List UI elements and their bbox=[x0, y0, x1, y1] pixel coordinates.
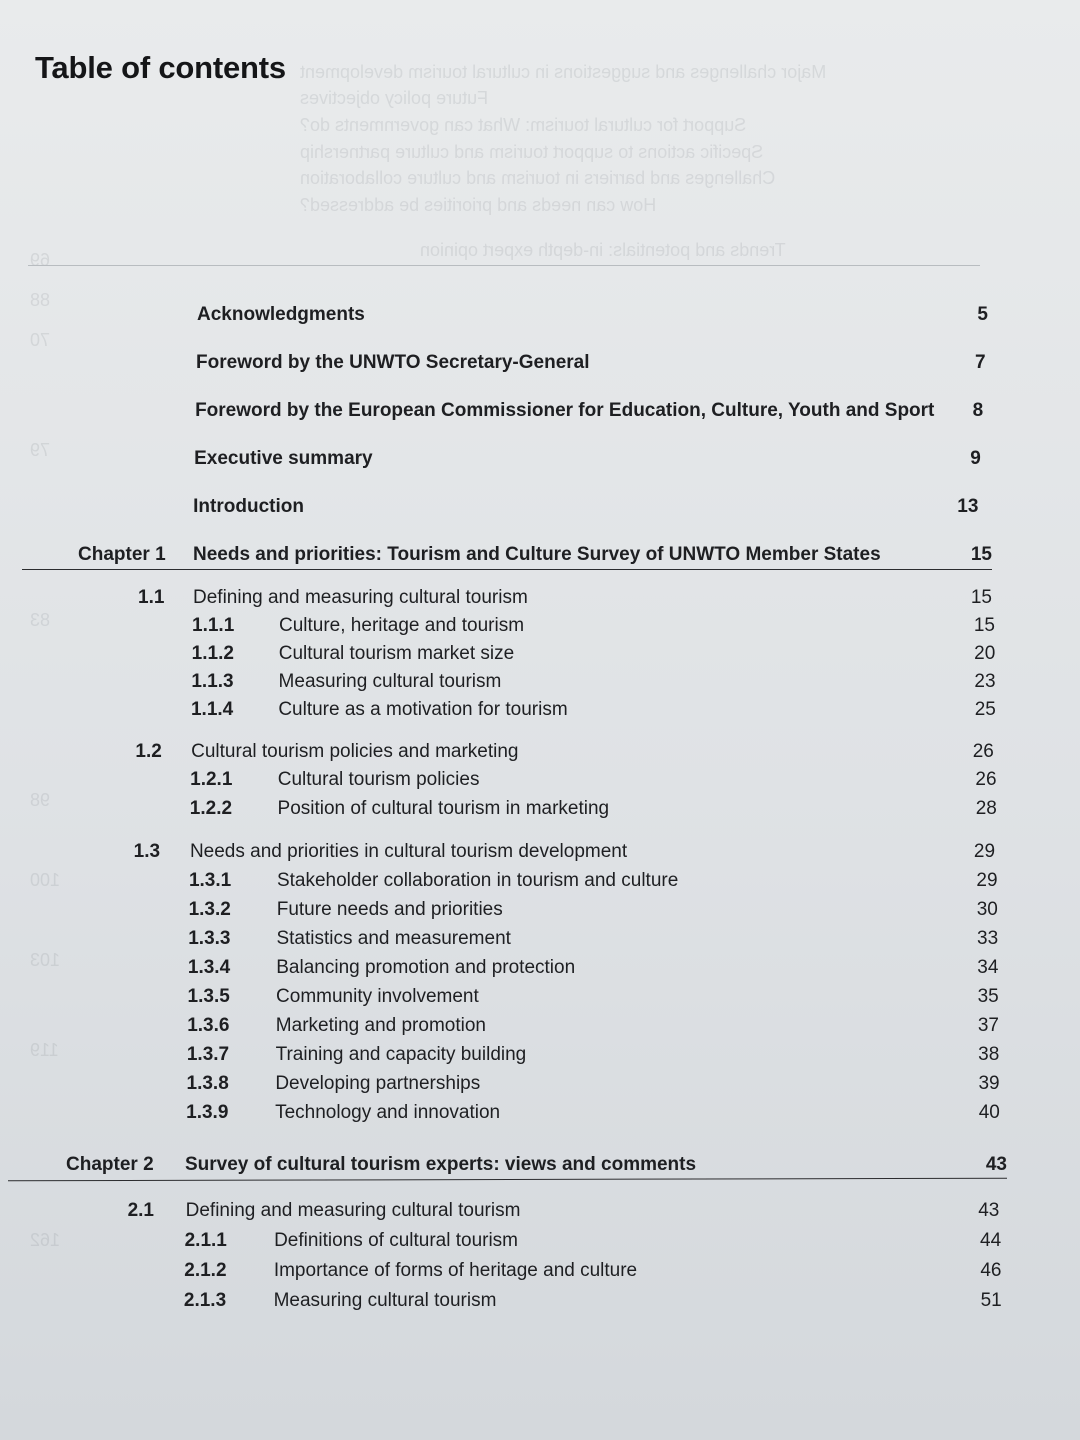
toc-entry-front bbox=[0, 396, 1080, 426]
toc-entry-page: 46 bbox=[980, 1260, 1002, 1281]
toc-entry-number: 1.2 bbox=[135, 741, 162, 762]
toc-entry-page: 20 bbox=[974, 643, 996, 664]
toc-entry-number: Chapter 1 bbox=[78, 544, 166, 565]
toc-entry-front bbox=[0, 348, 1080, 378]
toc-entry-title: Cultural tourism policies and marketing bbox=[191, 741, 519, 762]
toc-entry-title: Technology and innovation bbox=[275, 1102, 501, 1123]
toc-entry-page: 37 bbox=[977, 1015, 999, 1036]
toc-entry-page: 44 bbox=[980, 1230, 1002, 1251]
toc-entry-title: Position of cultural tourism in marketing bbox=[277, 798, 610, 819]
toc-entry-page: 13 bbox=[957, 496, 979, 517]
toc-entry-title: Measuring cultural tourism bbox=[273, 1290, 497, 1311]
page-title: Table of contents bbox=[35, 50, 286, 85]
toc-entry-number: 2.1.3 bbox=[183, 1290, 227, 1311]
toc-entry-sub bbox=[0, 982, 1080, 1012]
toc-entry-section bbox=[0, 737, 1080, 767]
toc-entry-front bbox=[0, 492, 1080, 522]
toc-entry-page: 15 bbox=[973, 615, 995, 636]
toc-entry-page: 25 bbox=[974, 699, 996, 720]
toc-entry-page: 51 bbox=[980, 1290, 1002, 1311]
toc-entry-page: 5 bbox=[977, 304, 988, 325]
toc-entry-sub bbox=[0, 924, 1080, 954]
toc-entry-number: 2.1.2 bbox=[184, 1260, 227, 1281]
toc-entry-title: Marketing and promotion bbox=[275, 1015, 486, 1036]
toc-entry-title: Defining and measuring cultural tourism bbox=[193, 587, 528, 608]
toc-entry-title: Acknowledgments bbox=[197, 304, 365, 325]
toc-entry-chapter bbox=[0, 1150, 1080, 1180]
toc-entry-sub bbox=[0, 1226, 1080, 1256]
toc-entry-page: 34 bbox=[977, 957, 999, 978]
toc-entry-number: 1.1 bbox=[138, 587, 165, 608]
toc-entry-title: Foreword by the UNWTO Secretary-General bbox=[196, 352, 590, 373]
toc-entry-chapter bbox=[0, 540, 1080, 570]
toc-entry-title: Stakeholder collaboration in tourism and culture bbox=[276, 870, 679, 891]
toc-entry-page: 40 bbox=[978, 1102, 1000, 1123]
toc-entry-page: 30 bbox=[976, 899, 998, 920]
toc-entry-title: Introduction bbox=[193, 496, 304, 517]
toc-entry-sub bbox=[0, 866, 1080, 896]
toc-entry-number: 2.1 bbox=[127, 1200, 154, 1221]
toc-entry-section bbox=[0, 837, 1080, 867]
toc-entry-number: 1.3.4 bbox=[187, 957, 231, 978]
toc-entry-sub bbox=[0, 1286, 1080, 1316]
toc-entry-sub bbox=[0, 895, 1080, 925]
toc-entry-sub bbox=[0, 667, 1080, 697]
toc-entry-number: 1.3.5 bbox=[187, 986, 230, 1007]
toc-entry-number: 1.3.7 bbox=[186, 1044, 230, 1065]
toc-entry-title: Survey of cultural tourism experts: views and comments bbox=[185, 1154, 697, 1175]
toc-entry-title: Needs and priorities in cultural tourism development bbox=[189, 841, 628, 862]
reverse-page-rule bbox=[28, 265, 980, 266]
toc-entry-title: Culture as a motivation for tourism bbox=[278, 699, 568, 720]
toc-entry-page: 15 bbox=[970, 587, 992, 608]
toc-entry-page: 28 bbox=[975, 798, 997, 819]
toc-entry-sub bbox=[0, 794, 1080, 824]
toc-entry-title: Balancing promotion and protection bbox=[276, 957, 576, 978]
toc-entry-number: 1.1.1 bbox=[192, 615, 235, 636]
toc-entry-section bbox=[0, 583, 1080, 613]
toc-entry-title: Measuring cultural tourism bbox=[278, 671, 502, 692]
toc-entry-number: 1.1.3 bbox=[191, 671, 234, 692]
toc-entry-page: 43 bbox=[985, 1154, 1007, 1175]
toc-entry-page: 26 bbox=[975, 769, 997, 790]
toc-entry-sub bbox=[0, 953, 1080, 983]
toc-entry-title: Statistics and measurement bbox=[276, 928, 511, 949]
toc-entry-number: 1.1.4 bbox=[190, 699, 234, 720]
toc-entry-number: 1.3 bbox=[133, 841, 161, 862]
toc-entry-sub bbox=[0, 1256, 1080, 1286]
toc-entry-title: Definitions of cultural tourism bbox=[274, 1230, 519, 1251]
toc-entry-number: 1.2.2 bbox=[189, 798, 233, 819]
toc-entry-front bbox=[0, 444, 1080, 474]
toc-entry-front bbox=[0, 300, 1080, 330]
toc-entry-sub bbox=[0, 1040, 1080, 1070]
toc-entry-number: Chapter 2 bbox=[66, 1154, 154, 1175]
toc-entry-number: 1.3.3 bbox=[188, 928, 231, 949]
toc-entry-title: Defining and measuring cultural tourism bbox=[185, 1200, 521, 1221]
toc-entry-number: 1.3.6 bbox=[187, 1015, 230, 1036]
toc-entry-number: 1.1.2 bbox=[191, 643, 234, 664]
toc-entry-page: 35 bbox=[977, 986, 999, 1007]
toc-entry-title: Community involvement bbox=[276, 986, 479, 1007]
toc-entry-page: 7 bbox=[975, 352, 986, 373]
toc-entry-title: Foreword by the European Commissioner for Education, Culture, Youth and Sport bbox=[195, 400, 935, 421]
toc-entry-title: Cultural tourism market size bbox=[278, 643, 515, 664]
toc-entry-sub bbox=[0, 765, 1080, 795]
toc-entry-title: Cultural tourism policies bbox=[277, 769, 480, 790]
toc-entry-title: Executive summary bbox=[194, 448, 373, 469]
toc-entry-page: 29 bbox=[976, 870, 998, 891]
toc-entry-sub bbox=[0, 695, 1080, 725]
toc-entry-page: 15 bbox=[970, 544, 992, 565]
toc-entry-number: 1.3.1 bbox=[188, 870, 232, 891]
toc-entry-page: 9 bbox=[970, 448, 981, 469]
toc-entry-page: 26 bbox=[972, 741, 994, 762]
toc-entry-page: 8 bbox=[972, 400, 984, 421]
toc-entry-page: 29 bbox=[973, 841, 996, 862]
toc-entry-number: 1.3.8 bbox=[186, 1073, 229, 1094]
toc-entry-page: 23 bbox=[974, 671, 996, 692]
chapter-rule bbox=[22, 569, 992, 570]
toc-entry-title: Future needs and priorities bbox=[276, 899, 503, 920]
toc-entry-page: 33 bbox=[977, 928, 999, 949]
toc-entry-title: Importance of forms of heritage and culture bbox=[273, 1260, 638, 1281]
toc-entry-page: 39 bbox=[978, 1073, 1000, 1094]
toc-entry-title: Culture, heritage and tourism bbox=[279, 615, 525, 636]
toc-entry-page: 43 bbox=[978, 1200, 1000, 1221]
toc-entry-number: 1.3.9 bbox=[186, 1102, 229, 1123]
toc-entry-title: Developing partnerships bbox=[275, 1073, 481, 1094]
toc-entry-sub bbox=[0, 639, 1080, 669]
toc-entry-page: 38 bbox=[978, 1044, 1000, 1065]
toc-entry-number: 1.2.1 bbox=[190, 769, 233, 790]
toc-entry-number: 1.3.2 bbox=[188, 899, 231, 920]
toc-entry-sub bbox=[0, 1098, 1080, 1128]
toc-entry-number: 2.1.1 bbox=[184, 1230, 227, 1251]
toc-entry-section bbox=[0, 1196, 1080, 1226]
toc-entry-sub bbox=[0, 611, 1080, 641]
toc-entry-sub bbox=[0, 1011, 1080, 1041]
toc-entry-title: Needs and priorities: Tourism and Culture Survey of UNWTO Member States bbox=[193, 544, 881, 565]
toc-entry-sub bbox=[0, 1069, 1080, 1099]
toc-entry-title: Training and capacity building bbox=[275, 1044, 527, 1065]
